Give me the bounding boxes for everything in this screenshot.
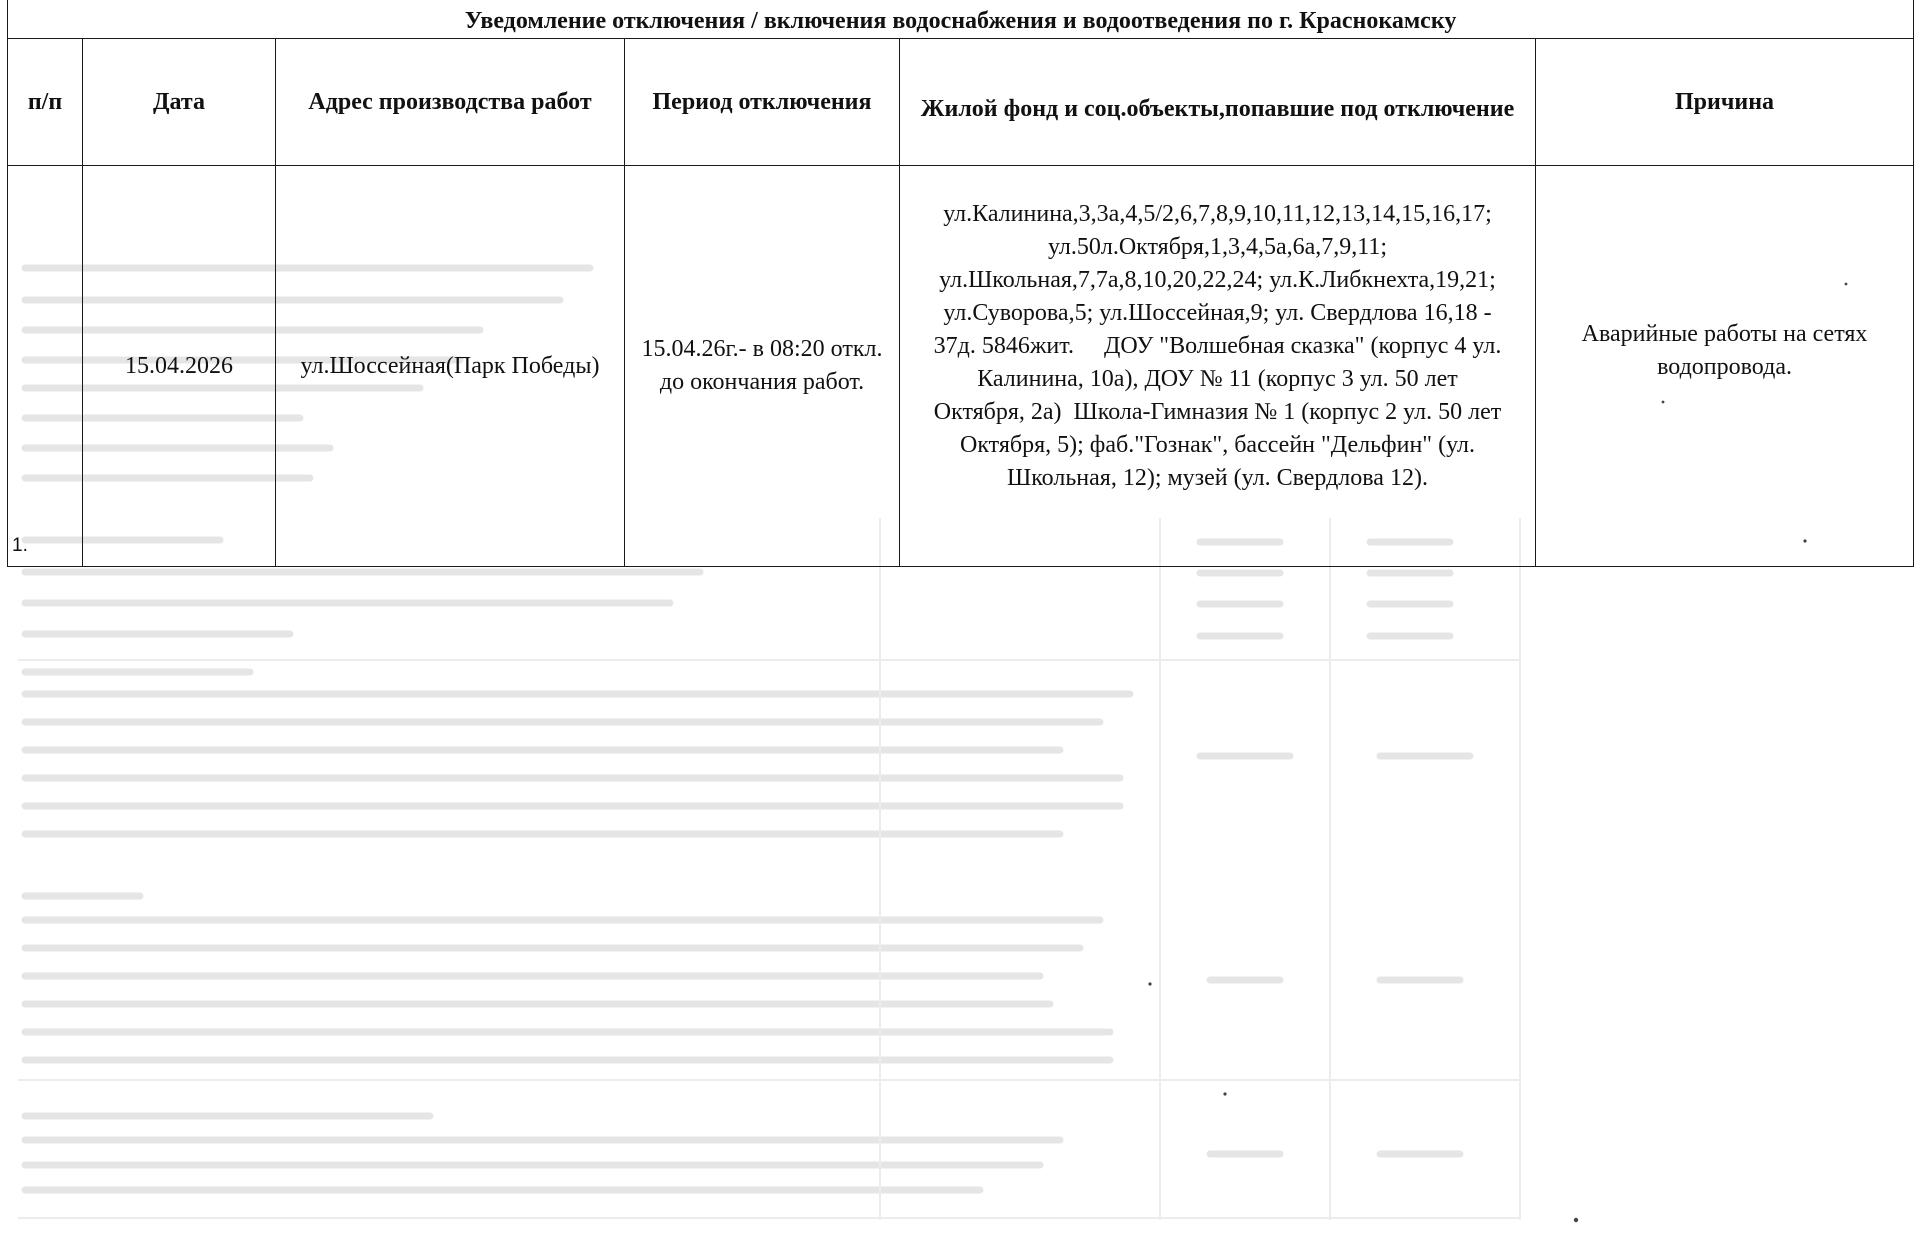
- row-period: [625, 166, 900, 567]
- table-row: [8, 166, 1914, 567]
- objects-line: Школьная, 12); музей (ул. Свердлова 12).: [1007, 465, 1428, 491]
- objects-line: ул.Суворова,5; ул.Шоссейная,9; ул. Свердлова 16,18 -: [943, 300, 1492, 326]
- row-address: ул.Шоссейная(Парк Победы): [276, 166, 625, 567]
- water-outage-notice-table: [7, 0, 1914, 567]
- objects-line: Октября, 2а) Школа-Гимназия № 1 (корпус 2 ул. 50 лет: [933, 399, 1502, 425]
- header-number: п/п: [8, 39, 83, 166]
- objects-line: ул.50л.Октября,1,3,4,5а,6а,7,9,11;: [1047, 234, 1388, 260]
- header-period: Период отключения: [625, 39, 900, 166]
- header-objects: Жилой фонд и соц.объекты,попавшие под отключение: [900, 39, 1536, 166]
- objects-line: Октября, 5); фаб."Гознак", бассейн "Дельфин" (ул.: [960, 432, 1475, 458]
- document-title: Уведомление отключения / включения водоснабжения и водоотведения по г. Краснокамску: [8, 0, 1914, 39]
- header-date: Дата: [83, 39, 276, 166]
- row-date: 15.04.2026: [83, 166, 276, 567]
- row-reason: Аварийные работы на сетях водопровода.: [1536, 166, 1914, 567]
- objects-line: 37д. 5846жит. ДОУ "Волшебная сказка" (корпус 4 ул.: [933, 333, 1502, 359]
- period-end: до окончания работ.: [659, 369, 865, 395]
- header-address: Адрес производства работ: [276, 39, 625, 166]
- objects-line: Калинина, 10а), ДОУ № 11 (корпус 3 ул. 50 лет: [977, 366, 1458, 392]
- objects-line: ул.Калинина,3,3а,4,5/2,6,7,8,9,10,11,12,13,14,15,16,17;: [943, 201, 1492, 227]
- period-start: 15.04.26г.- в 08:20 откл.: [641, 336, 883, 362]
- objects-line: ул.Школьная,7,7а,8,10,20,22,24; ул.К.Либкнехта,19,21;: [939, 267, 1496, 293]
- table-header-row: [8, 39, 1914, 166]
- row-affected-objects: [900, 166, 1536, 567]
- header-reason: Причина: [1536, 39, 1914, 166]
- row-number: 1.: [8, 166, 83, 567]
